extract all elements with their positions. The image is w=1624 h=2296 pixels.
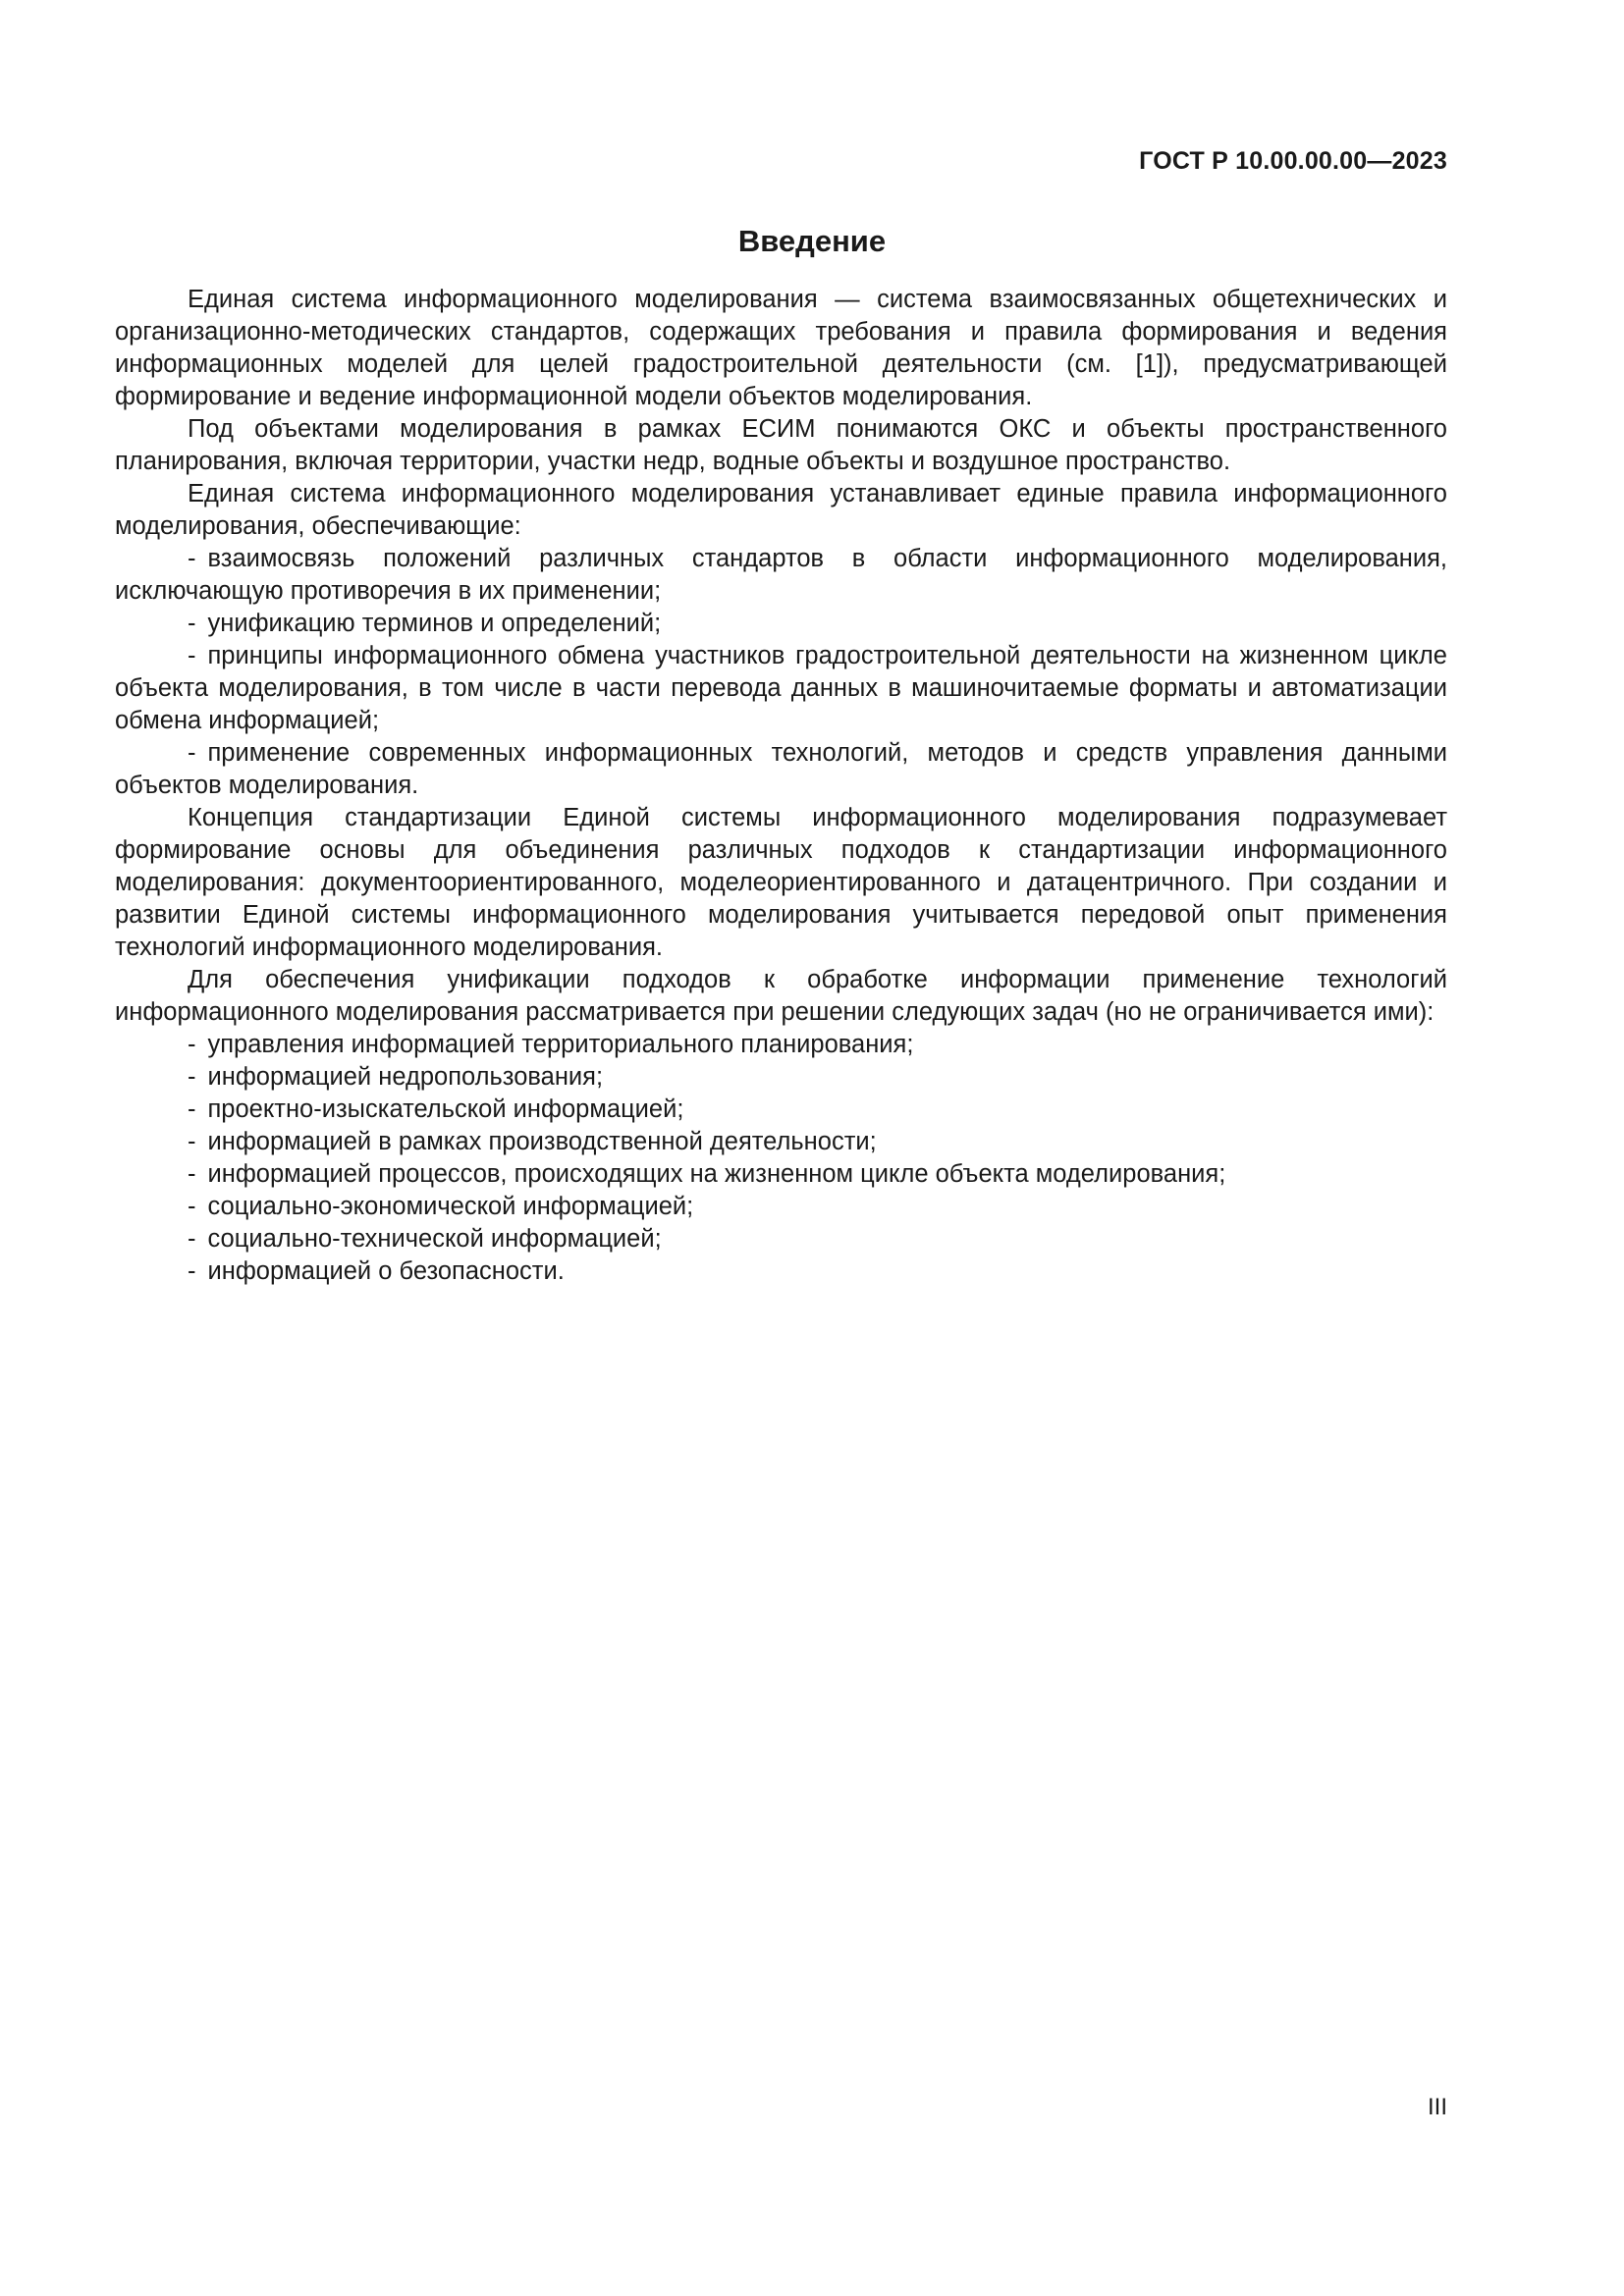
- paragraph-3: Единая система информационного моделирования устанавливает единые правила информационного моделирования, обеспечивающие:: [115, 480, 1447, 540]
- paragraph-2: Под объектами моделирования в рамках ЕСИМ понимаются ОКС и объекты пространственного планирования, включая территории, участки недр, водные объекты и воздушное пространство.: [115, 415, 1447, 475]
- list-dash: -: [188, 610, 196, 637]
- list-dash: -: [188, 1031, 196, 1058]
- list-dash: -: [188, 1160, 196, 1188]
- section-title: Введение: [737, 224, 887, 258]
- list-dash: -: [188, 1193, 196, 1220]
- list-dash: -: [188, 1128, 196, 1155]
- list-item: - управления информацией территориального планирования;: [115, 1029, 1447, 1061]
- list-dash: -: [188, 1257, 196, 1285]
- body-text: [115, 284, 1447, 1288]
- list-item: - применение современных информационных технологий, методов и средств управления данными объектов моделирования.: [115, 739, 1447, 799]
- tasks-list: [115, 1029, 1447, 1288]
- list-item: - информацией в рамках производственной деятельности;: [115, 1126, 1447, 1158]
- list-item: - взаимосвязь положений различных стандартов в области информационного моделирования, исключающую противоречия в их применении;: [115, 545, 1447, 605]
- list-dash: -: [188, 545, 196, 572]
- list-dash: -: [188, 1063, 196, 1091]
- list-item: - проектно-изыскательской информацией;: [115, 1094, 1447, 1126]
- requirements-list: [115, 543, 1447, 802]
- paragraph-1: Единая система информационного моделирования — система взаимосвязанных общетехнических и организационно-методических стандартов, содержащих требования и правила формирования и ведения информационных моделей для целей градостроительной деятельности (см. [1]), предусматривающей формирование и ведение информационной модели объектов моделирования.: [115, 286, 1447, 410]
- list-item: - информацией процессов, происходящих на жизненном цикле объекта моделирования;: [115, 1158, 1447, 1191]
- list-dash: -: [188, 1095, 196, 1123]
- list-item: - социально-технической информацией;: [115, 1223, 1447, 1255]
- list-item: - принципы информационного обмена участников градостроительной деятельности на жизненном цикле объекта моделирования, в том числе в части перевода данных в машиночитаемые форматы и автоматизации обмена информацией;: [115, 642, 1447, 734]
- list-dash: -: [188, 642, 196, 669]
- list-dash: -: [188, 1225, 196, 1253]
- list-item: - социально-экономической информацией;: [115, 1191, 1447, 1223]
- paragraph-4: Концепция стандартизации Единой системы информационного моделирования подразумевает формирование основы для объединения различных подходов к стандартизации информационного моделирования: документоориентированного, моделеориентированного и датацентричного. При создании и развитии Единой системы информационного моделирования учитывается передовой опыт применения технологий информационного моделирования.: [115, 804, 1447, 961]
- paragraph-5: Для обеспечения унификации подходов к обработке информации применение технологий информационного моделирования рассматривается при решении следующих задач (но не ограничивается ими):: [115, 966, 1447, 1026]
- document-code: ГОСТ Р 10.00.00.00—2023: [1139, 147, 1447, 175]
- list-dash: -: [188, 739, 196, 767]
- list-item: - информацией недропользования;: [115, 1061, 1447, 1094]
- list-item: - унификацию терминов и определений;: [115, 608, 1447, 640]
- page-number: III: [1427, 2094, 1447, 2120]
- list-item: - информацией о безопасности.: [115, 1255, 1447, 1288]
